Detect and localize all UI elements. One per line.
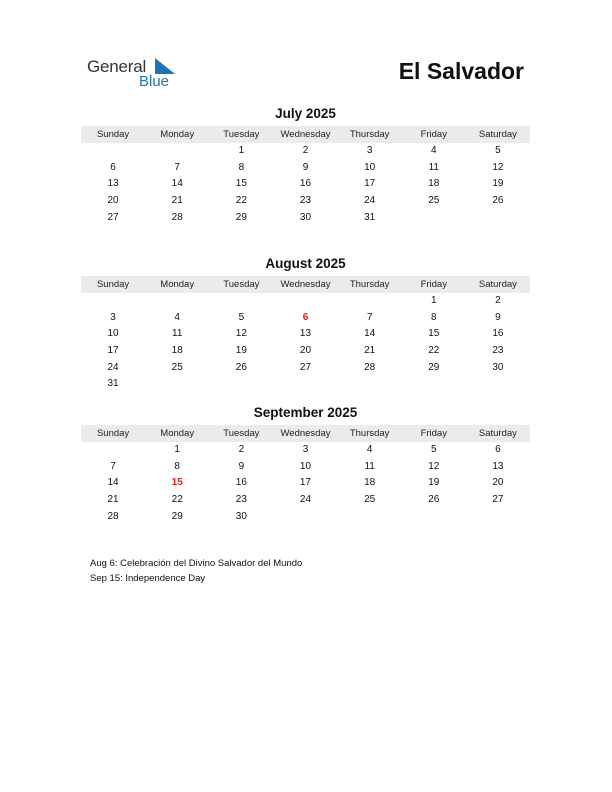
logo-triangle-icon [155, 58, 175, 74]
day-cell: 4 [174, 311, 180, 323]
day-cell: 10 [107, 328, 119, 340]
day-cell: 17 [364, 178, 376, 190]
day-cell: 15 [235, 178, 247, 190]
day-cell: 13 [492, 460, 504, 472]
week-row [81, 293, 530, 310]
month-calendar [81, 404, 530, 525]
weekday-label: Thursday [349, 279, 390, 290]
day-cell: 16 [299, 178, 312, 190]
day-cell: 2 [495, 295, 501, 306]
day-cell: 5 [495, 145, 501, 156]
day-cell: 31 [107, 378, 119, 390]
weekday-label: Monday [160, 129, 195, 140]
holiday-notes [90, 556, 302, 586]
day-cell: 5 [430, 444, 437, 455]
brand-logo [87, 55, 197, 95]
empty-day-cell [209, 376, 273, 393]
week-row [81, 475, 530, 492]
day-cell: 24 [299, 494, 312, 506]
logo-text-blue: Blue [139, 73, 170, 90]
day-cell: 9 [302, 161, 309, 173]
day-cell: 19 [492, 178, 504, 190]
day-cell: 8 [430, 311, 437, 323]
day-cell: 19 [428, 477, 440, 489]
week-row [81, 509, 530, 526]
day-cell: 25 [171, 361, 183, 373]
day-cell: 7 [366, 311, 373, 323]
day-cell: 8 [238, 161, 245, 173]
week-row [81, 176, 530, 193]
empty-day-cell [466, 376, 530, 393]
day-cell: 14 [107, 477, 119, 489]
weekday-label: Tuesday [223, 428, 260, 439]
day-cell: 26 [235, 361, 247, 373]
day-cell: 17 [107, 345, 119, 357]
week-row [81, 360, 530, 377]
day-cell: 17 [299, 477, 312, 489]
day-cell: 12 [235, 328, 247, 340]
day-cell: 21 [364, 345, 376, 357]
weekday-label: Thursday [349, 129, 390, 140]
day-cell: 30 [492, 361, 504, 373]
day-cell: 29 [235, 211, 247, 223]
week-row [81, 492, 530, 509]
day-cell: 21 [107, 494, 119, 506]
day-cell: 1 [174, 444, 180, 455]
empty-day-cell [145, 143, 209, 160]
empty-day-cell [402, 210, 466, 227]
week-row [81, 343, 530, 360]
day-cell: 6 [495, 444, 501, 455]
day-cell: 30 [299, 211, 312, 223]
day-cell: 14 [364, 328, 376, 340]
empty-day-cell [402, 376, 466, 393]
day-cell: 2 [302, 145, 309, 156]
weekday-label: Monday [160, 428, 195, 439]
day-cell: 12 [428, 460, 440, 472]
weekday-label: Saturday [478, 428, 517, 439]
day-cell: 4 [430, 145, 437, 156]
weekday-label: Sunday [96, 428, 130, 439]
day-cell: 16 [235, 477, 247, 489]
day-cell: 31 [364, 211, 376, 223]
empty-day-cell [81, 143, 145, 160]
day-cell: 4 [366, 444, 373, 455]
day-cell: 2 [238, 444, 245, 455]
day-cell: 23 [235, 494, 247, 506]
empty-day-cell [81, 442, 145, 459]
weekday-header [81, 276, 530, 293]
country-title: El Salvador [398, 58, 524, 84]
day-cell: 22 [171, 494, 183, 506]
empty-day-cell [338, 509, 402, 526]
day-cell: 24 [107, 361, 119, 373]
weekday-header [81, 425, 530, 442]
day-cell: 20 [299, 345, 312, 357]
day-cell: 6 [110, 161, 116, 173]
month-title: July 2025 [275, 106, 336, 121]
weekday-label: Wednesday [280, 428, 331, 439]
day-cell: 11 [428, 161, 439, 173]
day-cell: 13 [299, 328, 312, 340]
empty-day-cell [273, 509, 337, 526]
day-cell: 26 [492, 195, 504, 207]
day-cell: 20 [492, 477, 504, 489]
day-cell: 9 [238, 460, 245, 472]
month-calendar [81, 255, 530, 393]
holiday-day-cell: 6 [302, 311, 309, 323]
day-cell: 25 [428, 195, 440, 207]
holiday-note: Aug 6: Celebración del Divino Salvador del Mundo [90, 558, 303, 569]
holiday-note: Sep 15: Independence Day [90, 573, 206, 584]
weekday-label: Saturday [478, 129, 517, 140]
empty-day-cell [81, 293, 145, 310]
day-cell: 22 [428, 345, 440, 357]
week-row [81, 143, 530, 160]
empty-day-cell [402, 509, 466, 526]
week-row [81, 459, 530, 476]
day-cell: 12 [492, 161, 504, 173]
day-cell: 10 [364, 161, 376, 173]
weekday-label: Tuesday [223, 129, 260, 140]
day-cell: 27 [299, 361, 312, 373]
weekday-label: Friday [420, 428, 447, 439]
weekday-label: Wednesday [280, 129, 331, 140]
day-cell: 29 [428, 361, 440, 373]
day-cell: 20 [107, 195, 119, 207]
day-cell: 22 [235, 195, 247, 207]
day-cell: 21 [171, 195, 183, 207]
weekday-label: Sunday [96, 279, 130, 290]
day-cell: 5 [238, 311, 245, 323]
empty-day-cell [145, 376, 209, 393]
day-cell: 10 [299, 460, 312, 472]
weekday-label: Friday [420, 279, 447, 290]
day-cell: 18 [428, 178, 440, 190]
day-cell: 9 [495, 311, 501, 323]
empty-day-cell [338, 376, 402, 393]
day-cell: 3 [110, 311, 116, 323]
empty-day-cell [273, 293, 337, 310]
day-cell: 11 [364, 460, 375, 472]
day-cell: 30 [235, 510, 247, 522]
day-cell: 1 [238, 145, 245, 156]
empty-day-cell [338, 293, 402, 310]
day-cell: 18 [364, 477, 376, 489]
day-cell: 23 [299, 195, 312, 207]
day-cell: 1 [430, 295, 437, 306]
month-title: August 2025 [265, 256, 346, 271]
empty-day-cell [466, 210, 530, 227]
day-cell: 16 [492, 328, 504, 340]
day-cell: 7 [174, 161, 180, 173]
week-row [81, 210, 530, 227]
week-row [81, 160, 530, 177]
day-cell: 25 [364, 494, 376, 506]
holiday-day-cell: 15 [171, 477, 183, 489]
logo-text-general: General [87, 57, 147, 76]
day-cell: 24 [364, 195, 376, 207]
weekday-label: Saturday [478, 279, 517, 290]
day-cell: 29 [171, 510, 183, 522]
day-cell: 11 [172, 328, 183, 340]
day-cell: 26 [428, 494, 440, 506]
weekday-label: Sunday [96, 129, 130, 140]
empty-day-cell [209, 293, 273, 310]
week-row [81, 442, 530, 459]
day-cell: 3 [366, 145, 373, 156]
weekday-label: Friday [420, 129, 447, 140]
day-cell: 23 [492, 345, 504, 357]
month-title: September 2025 [253, 405, 358, 420]
week-row [81, 326, 530, 343]
day-cell: 28 [171, 211, 183, 223]
week-row [81, 193, 530, 210]
day-cell: 19 [235, 345, 247, 357]
week-row [81, 310, 530, 327]
day-cell: 28 [107, 510, 119, 522]
empty-day-cell [145, 293, 209, 310]
day-cell: 27 [107, 211, 119, 223]
day-cell: 15 [428, 328, 440, 340]
day-cell: 18 [171, 345, 183, 357]
weekday-label: Wednesday [280, 279, 331, 290]
day-cell: 14 [171, 178, 183, 190]
week-row [81, 376, 530, 393]
day-cell: 7 [110, 460, 116, 472]
weekday-label: Monday [160, 279, 195, 290]
day-cell: 27 [492, 494, 504, 506]
weekday-label: Thursday [349, 428, 390, 439]
weekday-label: Tuesday [223, 279, 260, 290]
empty-day-cell [466, 509, 530, 526]
empty-day-cell [273, 376, 337, 393]
weekday-header [81, 126, 530, 143]
day-cell: 28 [364, 361, 376, 373]
day-cell: 3 [302, 444, 309, 455]
month-calendar [81, 105, 530, 226]
day-cell: 8 [174, 460, 180, 472]
day-cell: 13 [107, 178, 119, 190]
